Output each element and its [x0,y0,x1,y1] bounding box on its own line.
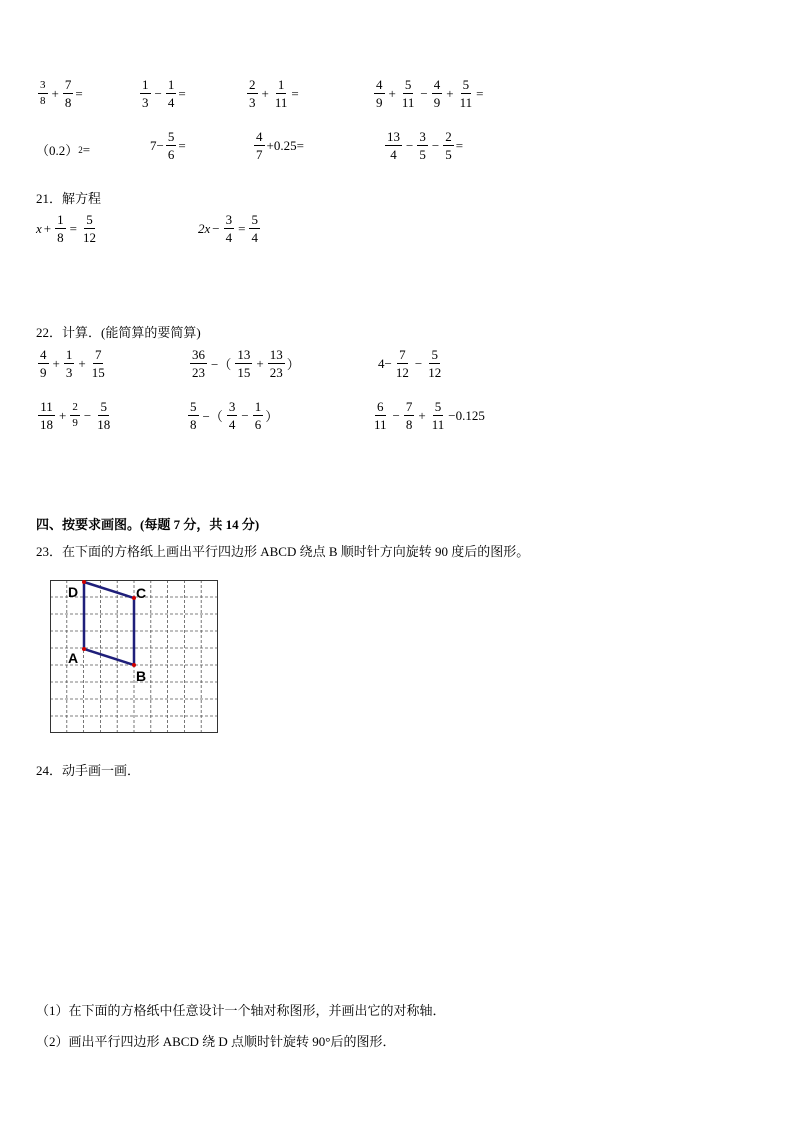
q21-equation-1: x + $\frac{1}{8}$ = $\frac{5}{12}$ [36,212,96,245]
q24-part-1: （1）在下面的方格纸中任意设计一个轴对称图形，并画出它的对称轴． [36,1003,446,1018]
q24-title: 24．动手画一画． [36,763,141,778]
expr-r2-4: $\frac{13}{4}$ − $\frac{3}{5}$ − $\frac{2}{5}$ = [387,129,464,162]
q21-title: 21．解方程 [36,191,102,206]
q22-expr-4: $\frac{11}{18}$ + $\frac{2}{9}$ − $\frac{5}{18}$ [40,399,111,432]
q24-part-2: （2）画出平行四边形 ABCD 绕 D 点顺时针旋转 90°后的图形． [36,1034,396,1049]
vertex-b [132,663,136,667]
label-b: B [136,668,147,684]
section-4-title: 四、按要求画图。(每题 7 分，共 14 分) [36,517,260,532]
expr-r1-2: $\frac{1}{3}$ − $\frac{1}{4}$ = [142,77,186,110]
expr-r1-1: $\frac{3}{8}$ + $\frac{7}{8}$ = [40,77,83,110]
expr-r2-2: 7− $\frac{5}{6}$ = [150,129,186,162]
q22-expr-3: 4− $\frac{7}{12}$ − $\frac{5}{12}$ [378,347,442,380]
q21-equation-2: 2x − $\frac{3}{4}$ = $\frac{5}{4}$ [198,212,258,245]
expr-r1-4: $\frac{4}{9}$ + $\frac{5}{11}$ − $\frac{4}{9}$ + $\frac{5}{11}$ = [376,77,484,110]
label-a: A [68,650,79,666]
expr-r2-3: $\frac{4}{7}$ +0.25= [256,129,304,162]
label-d: D [68,584,79,600]
fraction: $\frac{3}{8}$ [40,79,46,107]
vertex-d [82,580,86,584]
q22-expr-1: $\frac{4}{9}$ + $\frac{1}{3}$ + $\frac{7}{15}$ [40,347,105,380]
parallelogram-abcd [84,582,134,665]
expr-r1-3: $\frac{2}{3}$ + $\frac{1}{11}$ = [249,77,299,110]
q23-title: 23．在下面的方格纸上画出平行四边形 ABCD 绕点 B 顺时针方向旋转 90 度后的图形。 [36,544,530,559]
q22-expr-6: $\frac{6}{11}$ − $\frac{7}{8}$ + $\frac{5}{11}$ −0.125 [374,399,485,432]
q22-expr-5: $\frac{5}{8}$ −（ $\frac{3}{4}$ − $\frac{1}{6}$ ） [190,399,279,432]
grid-figure [50,580,220,735]
fraction: $\frac{7}{8}$ [64,77,72,110]
expr-r2-1: （0.2） 2 = [36,141,91,158]
label-c: C [136,585,147,601]
q22-expr-2: $\frac{36}{23}$ −（ $\frac{13}{15}$ + $\frac{13}{23}$ ） [192,347,300,380]
q22-title: 22．计算．(能简算的要简算) [36,325,201,340]
vertex-a [82,647,86,651]
